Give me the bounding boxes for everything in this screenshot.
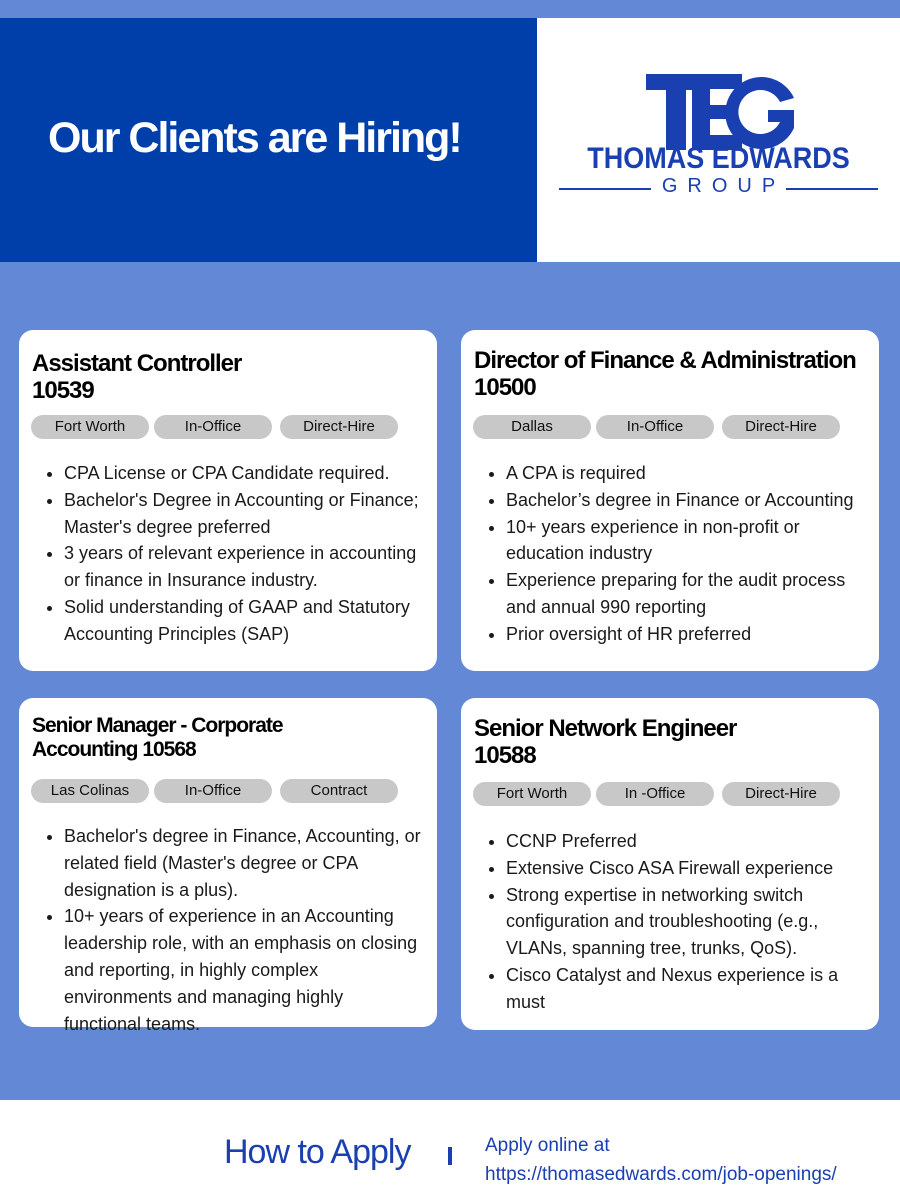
footer — [0, 1100, 900, 1200]
apply-text: Apply online at — [485, 1135, 610, 1156]
footer-divider — [448, 1147, 452, 1165]
tag-location: Fort Worth — [31, 415, 149, 439]
requirement-item: • CPA License or CPA Candidate required. — [64, 460, 425, 487]
job-card — [461, 698, 879, 1030]
logo-group-row — [557, 175, 880, 203]
tag-hire-type: Direct-Hire — [722, 415, 840, 439]
logo-group-text: GROUP — [661, 175, 786, 197]
tag-work-mode: In-Office — [596, 415, 714, 439]
job-requirements — [64, 823, 425, 1037]
job-title: Senior Manager - Corporate Accounting 10568 — [32, 714, 283, 761]
job-requirements — [506, 460, 867, 648]
logo-rule-right — [786, 188, 878, 190]
tag-work-mode: In -Office — [596, 782, 714, 806]
requirement-item: • Bachelor's Degree in Accounting or Finance; Master's degree preferred — [64, 487, 425, 541]
logo-company-name: THOMAS EDWARDS — [587, 142, 850, 175]
tag-location: Fort Worth — [473, 782, 591, 806]
apply-url-link[interactable]: https://thomasedwards.com/job-openings/ — [485, 1164, 837, 1185]
requirement-item: • 3 years of relevant experience in accounting or finance in Insurance industry. — [64, 540, 425, 594]
job-title: Director of Finance & Administration 10500 — [474, 347, 856, 401]
requirement-item: • CCNP Preferred — [506, 828, 867, 855]
tag-hire-type: Contract — [280, 779, 398, 803]
requirement-item: • Solid understanding of GAAP and Statutory Accounting Principles (SAP) — [64, 594, 425, 648]
header-banner — [0, 18, 537, 262]
tag-location: Las Colinas — [31, 779, 149, 803]
apply-info — [485, 1131, 837, 1189]
tag-work-mode: In-Office — [154, 415, 272, 439]
job-card — [19, 330, 437, 671]
requirement-item: • 10+ years experience in non-profit or education industry — [506, 514, 867, 568]
tag-work-mode: In-Office — [154, 779, 272, 803]
requirement-item: • Cisco Catalyst and Nexus experience is a must — [506, 962, 867, 1016]
job-requirements — [506, 828, 867, 1016]
job-card — [19, 698, 437, 1034]
requirement-item: • Strong expertise in networking switch configuration and troubleshooting (e.g., VLANs, spanning tree, trunks, QoS). — [506, 882, 867, 962]
requirement-item: • Bachelor's degree in Finance, Accounting, or related field (Master's degree or CPA designation is a plus). — [64, 823, 425, 903]
page-headline: Our Clients are Hiring! — [48, 114, 461, 162]
job-card — [461, 330, 879, 671]
requirement-item: • Extensive Cisco ASA Firewall experience — [506, 855, 867, 882]
job-title: Senior Network Engineer 10588 — [474, 715, 737, 769]
requirement-item: • Bachelor’s degree in Finance or Accounting — [506, 487, 867, 514]
logo-panel — [537, 18, 900, 262]
how-to-apply-heading: How to Apply — [224, 1133, 411, 1171]
tag-location: Dallas — [473, 415, 591, 439]
job-title: Assistant Controller 10539 — [32, 350, 242, 404]
requirement-item: • 10+ years of experience in an Accounting leadership role, with an emphasis on closing and reporting, in highly complex environments and managing highly functional teams. — [64, 903, 425, 1037]
requirement-item: • A CPA is required — [506, 460, 867, 487]
job-requirements — [64, 460, 425, 648]
tag-hire-type: Direct-Hire — [280, 415, 398, 439]
requirement-item: • Prior oversight of HR preferred — [506, 621, 867, 648]
tag-hire-type: Direct-Hire — [722, 782, 840, 806]
requirement-item: • Experience preparing for the audit process and annual 990 reporting — [506, 567, 867, 621]
